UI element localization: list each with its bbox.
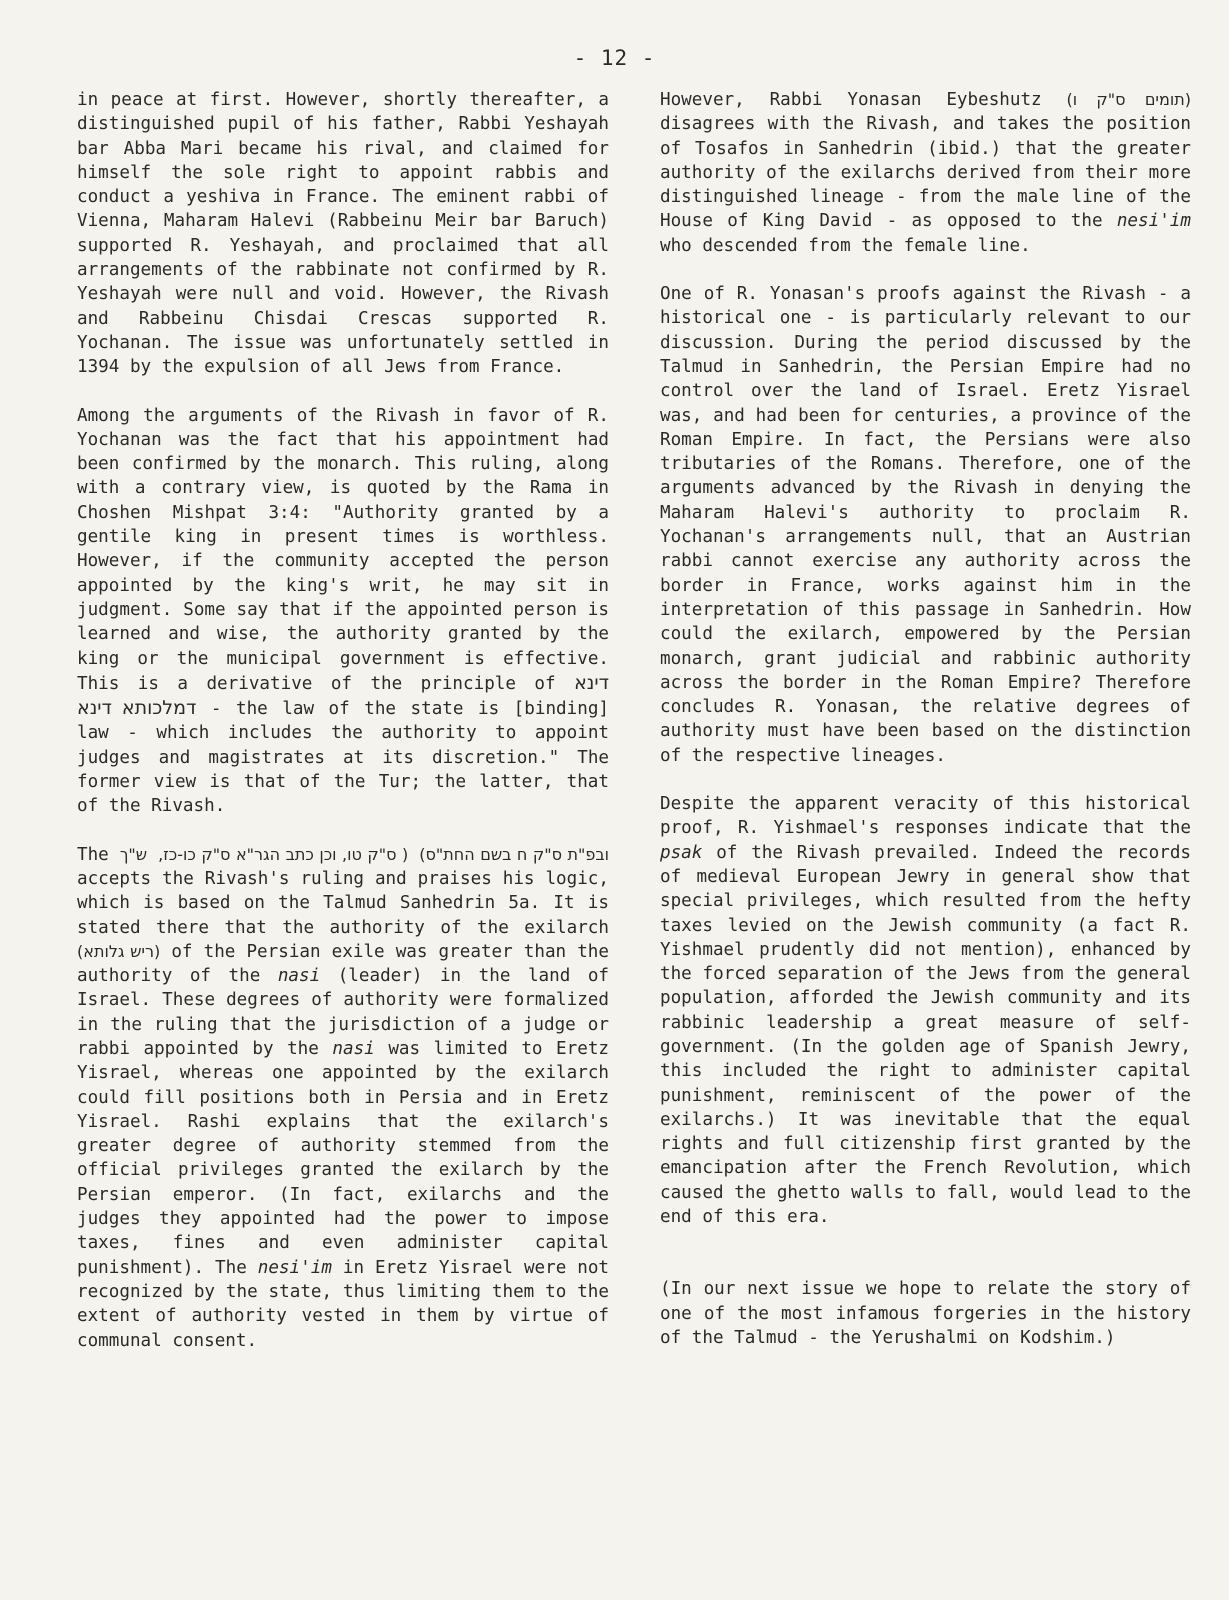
hebrew-citation-1: ( ס"ק טו, וכן כתב הגר"א ס"ק כו-כז, xyxy=(158,844,409,864)
left-paragraph-2-text-a: Among the arguments of the Rivash in favor of R. Yochanan was the fact that his appointment had been confirmed by the monarch. This ruling, along with a contrary view, is quoted by the Rama in Choshen Mishpat 3:4: "Authority granted by a gentile king in present times is worthless. However, if the community accepted the person appointed by the king's writ, he may sit in judgment. Some say that if the appointed person is learned and wise, the authority granted by the king or the municipal government is effective. This is a derivative of the principle of xyxy=(77,405,609,694)
left-paragraph-3 xyxy=(77,843,609,1353)
right-paragraph-1-text-b: disagrees with the Rivash, and takes the position of Tosafos in Sanhedrin (ibid.) that the greater authority of the exilarchs derived from their more distinguished lineage - from the male line of the House of King David - as opposed to the xyxy=(660,114,1191,232)
left-paragraph-2-text-b: - the law of the state is [binding] law - which includes the authority to appoint judges and magistrates at its discretion." The former view is that of the Tur; the latter, that of the Rivash. xyxy=(77,699,610,817)
right-column xyxy=(660,88,1191,1374)
left-paragraph-3-text-e: was limited to Eretz Yisrael, whereas one appointed by the exilarch could fill positions both in Persia and in Eretz Yisrael. Rashi explains that the exilarch's greater degree of authority stemmed from the official privileges granted the exilarch by the Persian emperor. (In fact, exilarchs and the judges they appointed had the power to impose taxes, fines and even administer capital punishment). The xyxy=(77,1038,609,1278)
left-paragraph-3-text-d: (leader) in the land of Israel. These degrees of authority were formalized in the ruling that the jurisdiction of a judge or rabbi appointed by the xyxy=(77,966,610,1059)
left-paragraph-3-text-b: accepts the Rivash's ruling and praises his logic, which is based on the Talmud Sanhedrin 5a. It is stated there that the authority of the exilarch xyxy=(77,868,609,938)
right-paragraph-1 xyxy=(660,88,1191,258)
term-nesiim: nesi'im xyxy=(257,1257,332,1278)
left-column xyxy=(77,88,609,1377)
term-psak: psak xyxy=(660,842,703,863)
next-issue-note: (In our next issue we hope to relate the story of one of the most infamous forgeries in the history of the Talmud - the Yerushalmi on Kodshim.) xyxy=(660,1279,1191,1348)
right-paragraph-2: One of R. Yonasan's proofs against the Rivash - a historical one - is particularly relevant to our discussion. During the period discussed by the Talmud in Sanhedrin, the Persian Empire had no control over the land of Israel. Eretz Yisrael was, and had been for centuries, a province of the Roman Empire. In fact, the Persians were also tributaries of the Romans. Therefore, one of the arguments advanced by the Rivash in denying the Maharam Halevi's authority to proclaim R. Yochanan's arrangements null, that an Austrian rabbi cannot exercise any authority across the border in France, works against him in the interpretation of this passage in Sanhedrin. How could the exilarch, empowered by the Persian monarch, grant judicial and rabbinic authority across the border in the Roman Empire? Therefore concludes R. Yonasan, the relative degrees of authority must have been based on the distinction of the respective lineages. xyxy=(660,284,1191,766)
right-paragraph-1-text-c: who descended from the female line. xyxy=(660,235,1031,256)
left-paragraph-1: in peace at first. However, shortly thereafter, a distinguished pupil of his father, Rabbi Yeshayah bar Abba Mari became his rival, and claimed for himself the sole right to appoint rabbis and conduct a yeshiva in France. The eminent rabbi of Vienna, Maharam Halevi (Rabbeinu Meir bar Baruch) supported R. Yeshayah, and proclaimed that all arrangements of the rabbinate not confirmed by R. Yeshayah were null and void. However, the Rivash and Rabbeinu Chisdai Crescas supported R. Yochanan. The issue was unfortunately settled in 1394 by the expulsion of all Jews from France. xyxy=(77,90,609,378)
hebrew-tumim: (תומים ס"ק ו) xyxy=(1066,90,1191,109)
page-number: - 12 - xyxy=(573,46,656,70)
right-paragraph-3-text-b: of the Rivash prevailed. Indeed the records of medieval European Jewry in general show that special privileges, which resulted from the hefty taxes levied on the Jewish community (a fact R. Yishmael prudently did not mention), enhanced by the forced separation of the Jews from the general population, afforded the Jewish community and its rabbinic leadership a great measure of self-government. (In the golden age of Spanish Jewry, this included the right to administer capital punishment, reminiscent of the power of the exilarchs.) It was inevitable that the equal rights and full citizenship first granted by the emancipation after the French Revolution, which caused the ghetto walls to fall, would lead to the end of this era. xyxy=(660,842,1191,1228)
right-paragraph-1-text-a: However, Rabbi Yonasan Eybeshutz xyxy=(660,90,1042,110)
term-nasi: nasi xyxy=(332,1038,375,1059)
right-paragraph-3-text-a: Despite the apparent veracity of this historical proof, R. Yishmael's responses indicate that the xyxy=(660,794,1191,839)
left-paragraph-3-text-a: The xyxy=(77,844,109,865)
left-paragraph-3-text-c: of the Persian exile was greater than the authority of the xyxy=(77,941,609,987)
hebrew-citation-2: ובפ"ת ס"ק ח בשם החת"ס) xyxy=(419,844,609,864)
hebrew-dina-dmalchusa: דינא דמלכותא דינא xyxy=(77,671,610,720)
hebrew-shach: ש"ך xyxy=(119,844,148,864)
term-nesiim: nesi'im xyxy=(1116,211,1191,232)
term-nasi: nasi xyxy=(277,966,321,987)
left-paragraph-2 xyxy=(77,404,609,819)
right-paragraph-3 xyxy=(660,792,1191,1229)
hebrew-reish-galusa: (ריש גלותא) xyxy=(77,941,161,961)
left-paragraph-3-text-f: in Eretz Yisrael were not recognized by the state, thus limiting them to the extent of authority vested in them by virtue of communal consent. xyxy=(77,1257,610,1351)
